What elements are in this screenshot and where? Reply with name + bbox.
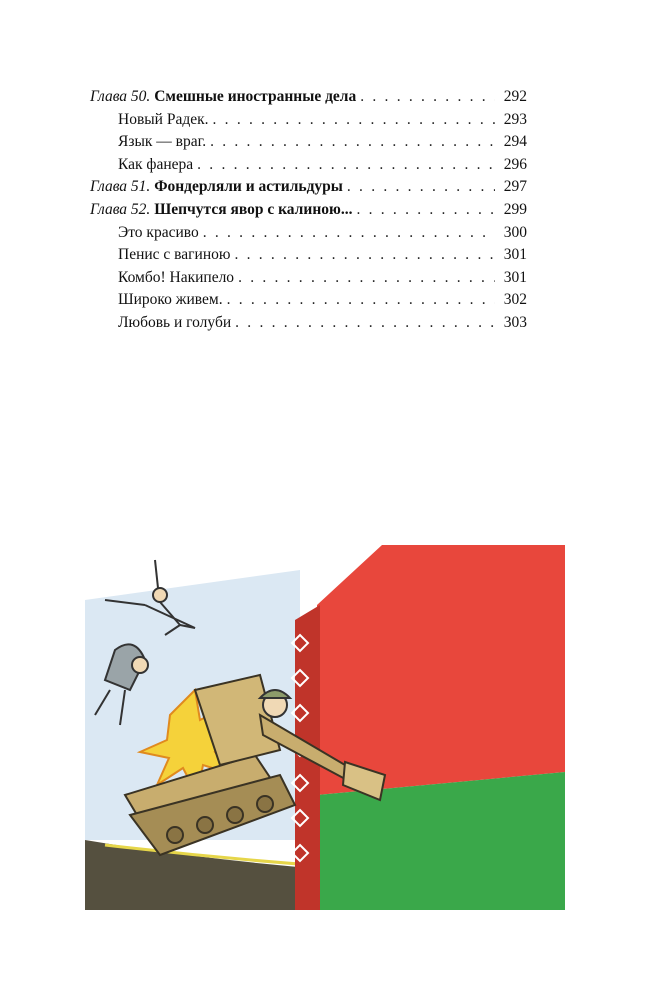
section-title: Широко живем. xyxy=(118,291,223,309)
flag-red-panel xyxy=(317,545,565,795)
dot-leader xyxy=(227,289,495,312)
page-number: 294 xyxy=(503,133,527,151)
dot-leader xyxy=(213,109,495,132)
toc-row-chapter-50[interactable] xyxy=(90,86,527,109)
toc-row-section[interactable] xyxy=(90,289,527,312)
dot-leader xyxy=(235,312,495,335)
section-title: Это красиво xyxy=(118,223,199,241)
cartoon-illustration xyxy=(85,540,565,910)
page-number: 303 xyxy=(503,313,527,331)
page-number: 292 xyxy=(503,88,527,105)
chapter-number: Глава 50. xyxy=(90,88,151,105)
dot-leader xyxy=(238,267,495,290)
chapter-title: Шепчутся явор с калиною... xyxy=(154,200,353,218)
chapter-title: Смешные иностранные дела xyxy=(154,88,357,105)
chapter-number: Глава 52. xyxy=(90,200,151,218)
page-number: 301 xyxy=(503,246,527,264)
toc-row-section[interactable] xyxy=(90,154,527,177)
page-number: 300 xyxy=(503,223,527,241)
dot-leader xyxy=(203,222,495,245)
toc-row-section[interactable] xyxy=(90,131,527,154)
toc-row-chapter-51[interactable] xyxy=(90,176,527,199)
toc-row-section[interactable] xyxy=(90,109,527,132)
toc-row-section[interactable] xyxy=(90,312,527,335)
page-number: 297 xyxy=(503,178,527,196)
page-number: 301 xyxy=(503,268,527,286)
section-title: Любовь и голуби xyxy=(118,313,232,331)
chapter-number: Глава 51. xyxy=(90,178,151,196)
toc-row-section[interactable] xyxy=(90,222,527,245)
table-of-contents xyxy=(90,86,527,335)
section-title: Как фанера xyxy=(118,155,194,173)
toc-row-section[interactable] xyxy=(90,244,527,267)
dot-leader xyxy=(234,244,495,267)
section-title: Комбо! Накипело xyxy=(118,268,235,286)
page-number: 299 xyxy=(503,200,527,218)
dot-leader xyxy=(360,86,495,109)
section-title: Новый Радек. xyxy=(118,110,209,128)
dot-leader xyxy=(197,154,495,177)
toc-row-chapter-52[interactable] xyxy=(90,199,527,222)
section-title: Язык — враг. xyxy=(118,133,207,151)
section-title: Пенис с вагиною xyxy=(118,246,231,264)
flag-green-panel xyxy=(317,772,565,910)
cartoon-svg xyxy=(85,540,565,910)
dot-leader xyxy=(356,199,495,222)
chapter-title: Фондерляли и астильдуры xyxy=(154,178,343,196)
toc-row-section[interactable] xyxy=(90,267,527,290)
page-number: 296 xyxy=(503,155,527,173)
page-number: 302 xyxy=(503,291,527,309)
page-number: 293 xyxy=(503,110,527,128)
dot-leader xyxy=(347,176,495,199)
dot-leader xyxy=(210,131,495,154)
